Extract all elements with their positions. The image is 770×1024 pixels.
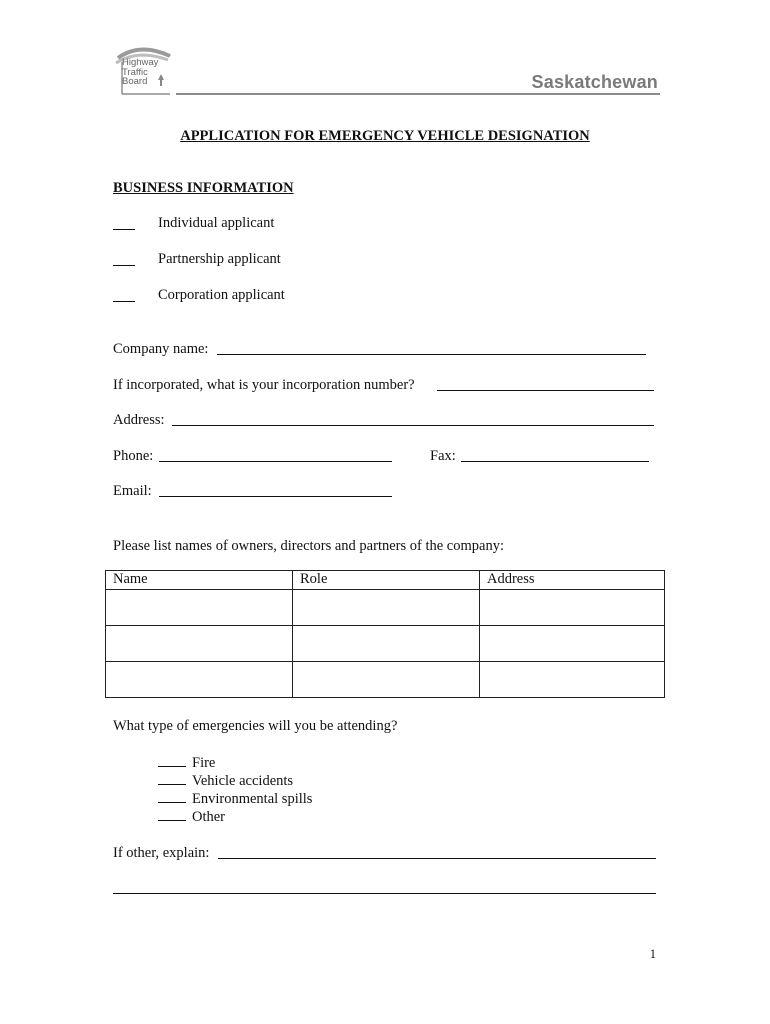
owners-table <box>105 570 665 698</box>
logo-text <box>122 58 158 87</box>
address-label: Address: <box>113 412 165 428</box>
applicant-partnership-blank[interactable] <box>113 251 135 266</box>
emergency-vehicle-accidents-blank[interactable] <box>158 772 186 785</box>
emergency-vehicle-accidents-label: Vehicle accidents <box>192 773 294 789</box>
column-header-role: Role <box>293 571 480 590</box>
page-number: 1 <box>649 947 656 961</box>
logo-line-traffic: Traffic <box>122 66 148 78</box>
table-row <box>106 590 665 626</box>
applicant-corporation-label: Corporation applicant <box>158 287 285 303</box>
owner-role-cell[interactable] <box>293 590 480 626</box>
owners-prompt: Please list names of owners, directors and partners of the company: <box>113 538 504 554</box>
owner-name-cell[interactable] <box>106 626 293 662</box>
company-name-label: Company name: <box>113 341 209 357</box>
emergencies-question: What type of emergencies will you be attending? <box>113 718 398 734</box>
owner-role-cell[interactable] <box>293 626 480 662</box>
table-row <box>106 626 665 662</box>
emergency-environmental-spills-label: Environmental spills <box>192 791 313 807</box>
fax-label: Fax: <box>430 448 456 464</box>
logo-line-highway: Highway <box>122 57 159 68</box>
applicant-individual-blank[interactable] <box>113 215 135 230</box>
emergency-option-other <box>158 808 225 826</box>
phone-label: Phone: <box>113 448 154 464</box>
owner-role-cell[interactable] <box>293 662 480 698</box>
logo-line-board: Board <box>122 76 148 87</box>
owner-name-cell[interactable] <box>106 590 293 626</box>
fax-field[interactable] <box>461 460 649 462</box>
company-name-field[interactable] <box>217 353 646 355</box>
emergency-option-vehicle-accidents <box>158 772 293 790</box>
emergency-option-environmental-spills <box>158 790 312 808</box>
owner-address-cell[interactable] <box>480 590 665 626</box>
incorporation-number-label: If incorporated, what is your incorporation number? <box>113 377 415 393</box>
form-title: APPLICATION FOR EMERGENCY VEHICLE DESIGNATION <box>180 128 590 144</box>
other-explain-field[interactable] <box>218 857 656 859</box>
emergency-fire-blank[interactable] <box>158 754 186 767</box>
incorporation-number-field[interactable] <box>437 389 654 391</box>
emergency-fire-label: Fire <box>192 755 216 771</box>
emergency-other-blank[interactable] <box>158 808 186 821</box>
emergency-environmental-spills-blank[interactable] <box>158 790 186 803</box>
emergency-other-label: Other <box>192 809 226 825</box>
header-rule <box>176 93 660 95</box>
other-explain-field-line-2[interactable] <box>113 892 656 894</box>
emergency-option-fire <box>158 754 215 772</box>
applicant-partnership-label: Partnership applicant <box>158 251 281 267</box>
address-field[interactable] <box>172 424 654 426</box>
owner-address-cell[interactable] <box>480 662 665 698</box>
business-information-heading: BUSINESS INFORMATION <box>113 180 294 196</box>
applicant-individual-label: Individual applicant <box>158 215 275 231</box>
other-explain-label: If other, explain: <box>113 845 210 861</box>
province-name: Saskatchewan <box>531 72 658 92</box>
email-label: Email: <box>113 483 152 499</box>
owner-name-cell[interactable] <box>106 662 293 698</box>
phone-field[interactable] <box>159 460 392 462</box>
owner-address-cell[interactable] <box>480 626 665 662</box>
email-field[interactable] <box>159 495 392 497</box>
table-row <box>106 662 665 698</box>
owners-table-header <box>106 571 665 590</box>
column-header-name: Name <box>106 571 293 590</box>
column-header-address: Address <box>480 571 665 590</box>
applicant-corporation-blank[interactable] <box>113 287 135 302</box>
